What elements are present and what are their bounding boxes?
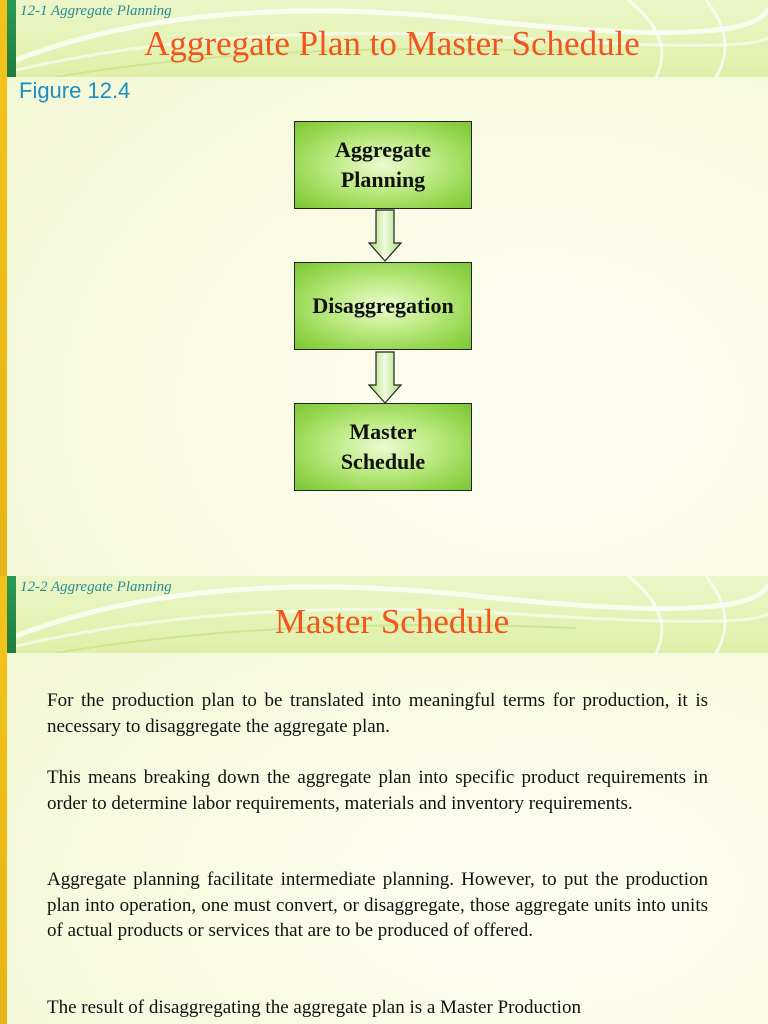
- flow-box-master-schedule: [294, 403, 472, 491]
- down-arrow-icon: [368, 351, 402, 405]
- left-accent-bar-green: [7, 576, 16, 653]
- figure-label: Figure 12.4: [19, 78, 131, 103]
- slide-title: Master Schedule: [274, 602, 510, 641]
- flow-box-line: Planning: [340, 167, 426, 192]
- flow-box-aggregate-planning: [294, 121, 472, 209]
- body-paragraph-intermediate-planning: Aggregate planning facilitate intermediate planning. However, to put the production plan into operation, one must convert, or disaggregate, those aggregate units into units of actual products or services that are to be produced of offered.: [47, 869, 708, 941]
- left-accent-bar: [0, 576, 7, 1024]
- down-arrow-icon: [368, 209, 402, 263]
- flow-box-line: Master: [349, 419, 417, 444]
- left-accent-bar-green: [7, 0, 16, 77]
- flow-box-line: Schedule: [340, 449, 426, 474]
- left-accent-bar: [0, 0, 7, 576]
- body-paragraph-disaggregate: For the production plan to be translated into meaningful terms for production, it is necessary to disaggregate the aggregate plan.: [47, 690, 708, 737]
- section-header-label: 12-1 Aggregate Planning: [20, 3, 172, 19]
- flow-box-line: Disaggregation: [312, 293, 454, 318]
- slide-title: Aggregate Plan to Master Schedule: [144, 24, 640, 63]
- body-paragraph-breaking-down: This means breaking down the aggregate plan into specific product requirements in order to determine labor requirements, materials and inventory requirements.: [47, 767, 708, 814]
- body-paragraph-result: The result of disaggregating the aggregate plan is a Master Production: [47, 997, 581, 1018]
- flow-box-line: Aggregate: [334, 137, 432, 162]
- flow-box-disaggregation: [294, 262, 472, 350]
- section-header-label: 12-2 Aggregate Planning: [20, 579, 172, 595]
